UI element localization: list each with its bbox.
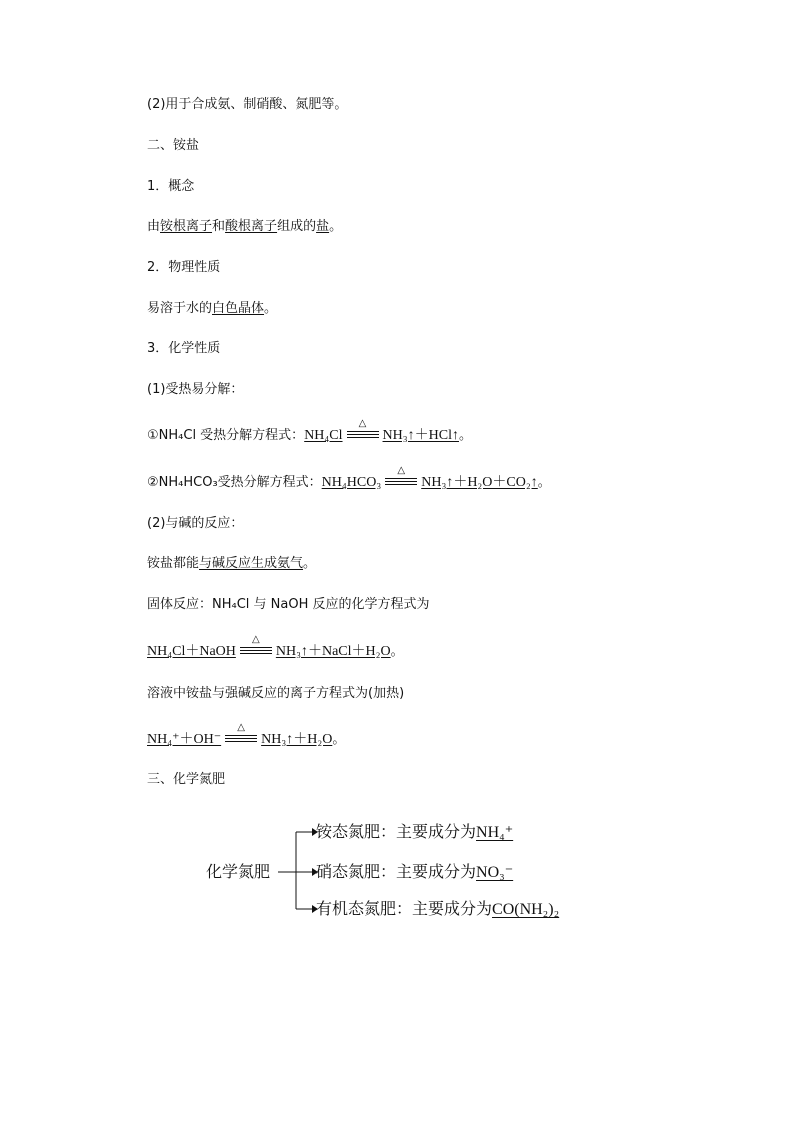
text-fragment: 。 — [537, 475, 551, 490]
equation-nh4hco3-decomposition — [147, 465, 551, 492]
text-usage: (2)用于合成氨、制硝酸、氮肥等。 — [147, 97, 348, 112]
answer-salt: 盐 — [316, 219, 330, 234]
fertilizer-classification-diagram — [200, 818, 620, 928]
answer-ammonium-ion: 铵根离子 — [160, 219, 213, 234]
heat-triangle-icon: △ — [397, 465, 406, 476]
text-fragment: 由 — [147, 219, 161, 234]
branch-answer: NH₄⁺ — [476, 824, 514, 841]
text-solid-reaction: 固体反应：NH₄Cl 与 NaOH 反应的化学方程式为 — [147, 597, 430, 612]
text-fragment: ①NH₄Cl 受热分解方程式： — [147, 428, 305, 443]
section-heading-fertilizers: 三、化学氮肥 — [147, 772, 226, 787]
heat-triangle-icon: △ — [358, 418, 367, 429]
text-fragment: 。 — [332, 732, 346, 747]
branch-label: 铵态氮肥：主要成分为 — [316, 822, 477, 841]
branch-ammonium-fertilizer — [316, 822, 513, 843]
text-fragment: 。 — [264, 301, 278, 316]
heat-triangle-icon: △ — [252, 634, 260, 645]
text-fragment: 。 — [303, 556, 317, 571]
text-fragment: 组成的 — [277, 219, 317, 234]
text-reaction-with-base: (2)与碱的反应： — [147, 516, 244, 531]
equation-left: NH₄Cl＋NaOH — [147, 644, 236, 659]
text-fragment: 和 — [212, 219, 226, 234]
diagram-root-label: 化学氮肥 — [206, 862, 271, 881]
equation-nh4cl-naoh — [147, 634, 404, 661]
equation-left: NH₄Cl — [304, 428, 343, 443]
text-fragment: 铵盐都能 — [147, 556, 200, 571]
branch-nitrate-fertilizer — [316, 862, 513, 883]
text-physical-properties — [147, 300, 277, 318]
text-fragment: 。 — [390, 644, 404, 659]
text-thermal-decomposition: (1)受热易分解： — [147, 382, 244, 397]
heating-condition — [223, 722, 259, 747]
text-fragment: ②NH₄HCO₃受热分解方程式： — [147, 475, 322, 490]
equation-left: NH₄HCO₃ — [321, 475, 382, 490]
answer-react-with-base: 与碱反应生成氨气 — [199, 556, 304, 571]
subheading-physical-properties: 2．物理性质 — [147, 260, 221, 275]
heat-triangle-icon: △ — [237, 722, 245, 733]
equation-ionic — [147, 722, 346, 749]
heating-condition — [238, 634, 274, 659]
equation-right: NH₃↑＋NaCl＋H₂O — [275, 644, 391, 659]
branch-answer: CO(NH₂)₂ — [492, 901, 560, 918]
branch-answer: NO₃⁻ — [476, 864, 514, 881]
text-fragment: 易溶于水的 — [147, 301, 213, 316]
text-ionic-reaction: 溶液中铵盐与强碱反应的离子方程式为(加热) — [147, 686, 405, 701]
subheading-chemical-properties: 3．化学性质 — [147, 341, 221, 356]
answer-white-crystal: 白色晶体 — [212, 301, 265, 316]
equation-nh4cl-decomposition — [147, 418, 472, 445]
branch-label: 有机态氮肥：主要成分为 — [316, 899, 493, 918]
equation-right: NH₃↑＋H₂O＋CO₂↑ — [421, 475, 538, 490]
text-concept — [147, 218, 342, 236]
text-ammonium-with-base — [147, 555, 316, 573]
text-fragment: 。 — [458, 428, 472, 443]
equation-left: NH₄⁺＋OH⁻ — [147, 732, 222, 747]
section-heading-ammonium-salts: 二、铵盐 — [147, 138, 200, 153]
equation-right: NH₃↑＋H₂O — [261, 732, 333, 747]
heating-condition — [345, 418, 381, 443]
branch-label: 硝态氮肥：主要成分为 — [316, 862, 477, 881]
equation-right: NH₃↑＋HCl↑ — [382, 428, 459, 443]
subheading-concept: 1．概念 — [147, 179, 195, 194]
heating-condition — [383, 465, 419, 490]
branch-organic-fertilizer — [316, 899, 559, 920]
text-fragment: 。 — [329, 219, 343, 234]
answer-acid-radical-ion: 酸根离子 — [225, 219, 278, 234]
